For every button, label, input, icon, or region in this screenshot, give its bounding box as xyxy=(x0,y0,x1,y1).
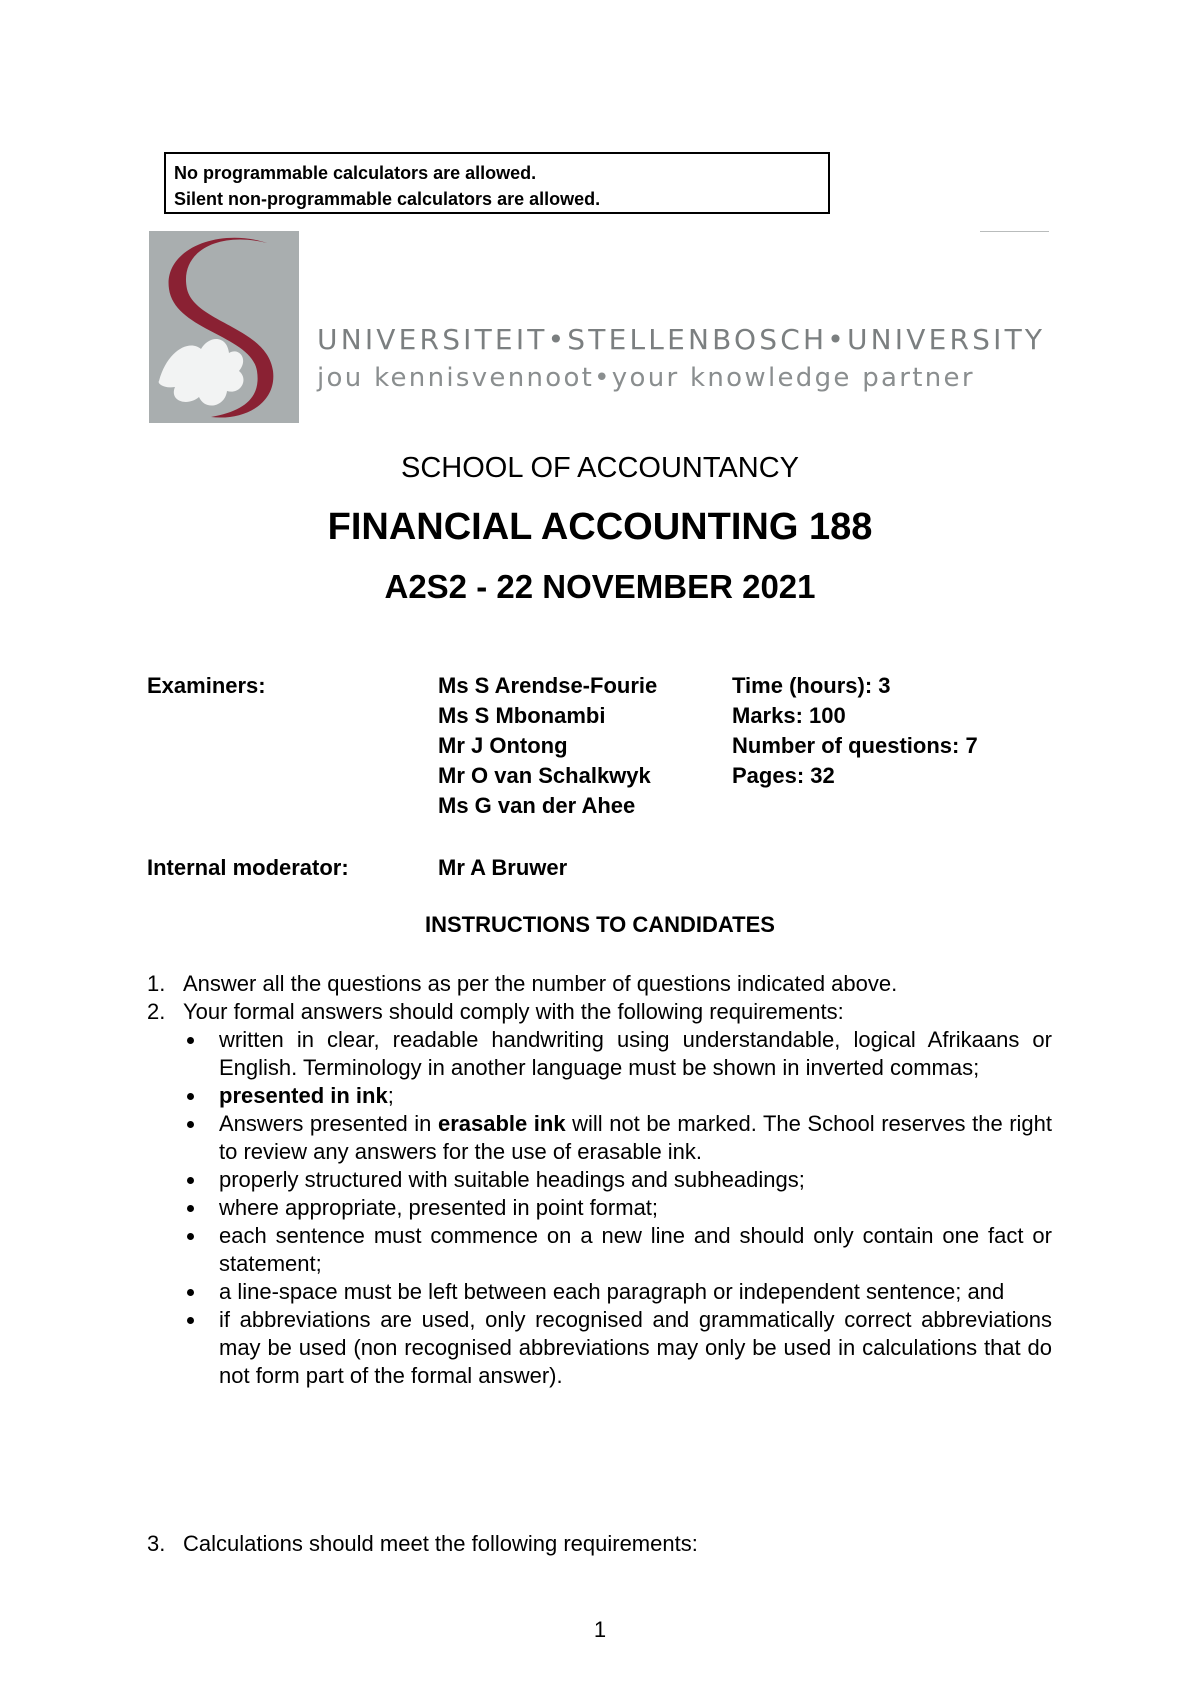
item-text: Answer all the questions as per the number of questions indicated above. xyxy=(183,971,898,996)
moderator-label: Internal moderator: xyxy=(147,855,349,880)
calculator-notice-line1: No programmable calculators are allowed. xyxy=(174,163,537,183)
instruction-item-1 xyxy=(147,970,1052,998)
marks: Marks: 100 xyxy=(732,703,846,728)
list-item: presented in ink; xyxy=(147,1082,1052,1110)
school-title: SCHOOL OF ACCOUNTANCY xyxy=(401,452,799,484)
calculator-notice-box xyxy=(164,152,830,214)
instruction-item-2 xyxy=(147,998,1052,1026)
university-tagline: jou kennisvennoot•your knowledge partner xyxy=(317,363,975,393)
examiner: Ms S Mbonambi xyxy=(438,703,606,728)
examiner: Ms S Arendse-Fourie xyxy=(438,673,658,698)
list-item: properly structured with suitable headings and subheadings; xyxy=(147,1166,1052,1194)
moderator-name: Mr A Bruwer xyxy=(438,855,568,880)
calculator-notice-line2: Silent non-programmable calculators are allowed. xyxy=(174,189,601,209)
list-item: each sentence must commence on a new line and should only contain one fact or statement; xyxy=(147,1222,1052,1278)
course-title: FINANCIAL ACCOUNTING 188 xyxy=(327,506,873,548)
bullet-icon xyxy=(187,1037,194,1044)
bullet-icon xyxy=(187,1289,194,1296)
list-item: where appropriate, presented in point format; xyxy=(147,1194,1052,1222)
bullet-icon xyxy=(187,1317,194,1324)
bullet-icon xyxy=(187,1233,194,1240)
time-hours: Time (hours): 3 xyxy=(732,673,891,698)
item-number: 3. xyxy=(147,1531,166,1556)
logo-emblem xyxy=(149,231,299,423)
examiner: Mr J Ontong xyxy=(438,733,568,758)
examiner: Mr O van Schalkwyk xyxy=(438,763,651,788)
bullet-icon xyxy=(187,1121,194,1128)
university-logo xyxy=(149,231,1049,423)
list-item: if abbreviations are used, only recognised and grammatically correct abbreviations may be used (non recognised abbreviations may only be used in calculations that do not form part of the formal answer). xyxy=(147,1306,1052,1390)
item-number: 1. xyxy=(147,971,166,996)
instruction-item-3-wrapper xyxy=(147,1530,1052,1558)
examiners-label: Examiners: xyxy=(147,673,266,698)
instruction-item-3 xyxy=(147,1530,1052,1558)
list-item: written in clear, readable handwriting using understandable, logical Afrikaans or English. Terminology in another language must be shown in inverted commas; xyxy=(147,1026,1052,1082)
logo-rule xyxy=(980,231,1049,232)
university-name: UNIVERSITEIT•STELLENBOSCH•UNIVERSITY xyxy=(317,323,1046,356)
bullet-icon xyxy=(187,1205,194,1212)
bullet-icon xyxy=(187,1177,194,1184)
item-number: 2. xyxy=(147,999,166,1024)
exam-details xyxy=(732,671,978,791)
item-text: Your formal answers should comply with the following requirements: xyxy=(183,999,844,1024)
page-number: 1 xyxy=(593,1617,607,1642)
session-title: A2S2 - 22 NOVEMBER 2021 xyxy=(384,568,816,605)
list-item: a line-space must be left between each paragraph or independent sentence; and xyxy=(147,1278,1052,1306)
oak-leaf-icon xyxy=(159,339,244,406)
list-item: Answers presented in erasable ink will not be marked. The School reserves the right to review any answers for the use of erasable ink. xyxy=(147,1110,1052,1166)
bullet-icon xyxy=(187,1093,194,1100)
instructions-title: INSTRUCTIONS TO CANDIDATES xyxy=(425,912,775,937)
pages: Pages: 32 xyxy=(732,763,835,788)
examiners-list xyxy=(438,671,657,821)
requirements-list xyxy=(147,1026,1052,1390)
examiner: Ms G van der Ahee xyxy=(438,793,636,818)
item-text: Calculations should meet the following requirements: xyxy=(183,1531,698,1556)
number-of-questions: Number of questions: 7 xyxy=(732,733,978,758)
instructions-list xyxy=(147,970,1052,1390)
